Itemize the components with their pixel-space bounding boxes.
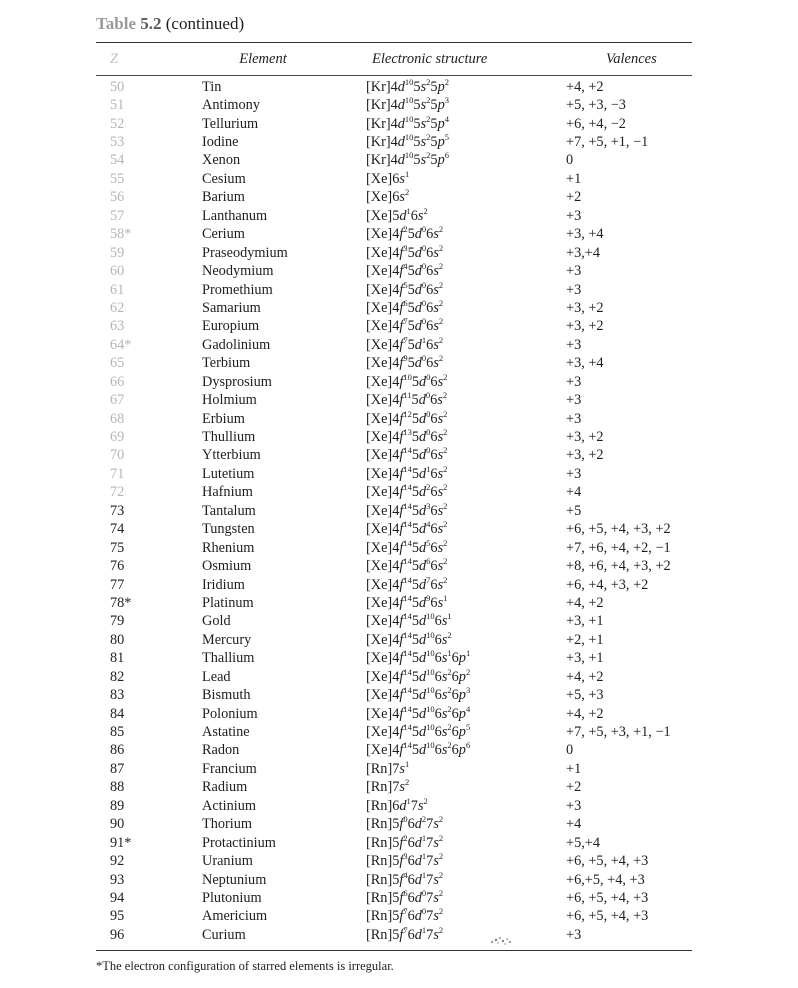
table-row — [96, 78, 692, 96]
cell-z: 54 — [110, 152, 125, 169]
cell-element: Dysprosium — [202, 373, 272, 390]
cell-structure: $[Xe]4f^{14}5d^26s^2$ — [366, 482, 448, 501]
cell-structure: $[Xe]4f^{14}5d^46s^2$ — [366, 519, 448, 538]
table-row — [96, 262, 692, 280]
table-row — [96, 705, 692, 723]
cell-element: Thullium — [202, 429, 256, 446]
cell-z: 90 — [110, 816, 125, 833]
cell-z: 75 — [110, 539, 125, 556]
table-caption — [96, 10, 692, 38]
table-row — [96, 391, 692, 409]
table-row — [96, 834, 692, 852]
cell-element: Terbium — [202, 355, 251, 372]
cell-valences: +4 — [566, 816, 582, 833]
cell-z: 81 — [110, 650, 125, 667]
cell-z: 77 — [110, 576, 125, 593]
cell-structure: $[Xe]4f^75d^06s^2$ — [366, 316, 444, 335]
table-row — [96, 226, 692, 244]
cell-valences: +6, +5, +4, +3 — [566, 889, 649, 906]
cell-valences: 0 — [566, 152, 574, 169]
cell-valences: +6,+5, +4, +3 — [566, 871, 645, 888]
table-row — [96, 871, 692, 889]
cell-element: Tellurium — [202, 115, 259, 132]
cell-z: 53 — [110, 134, 125, 151]
table-row — [96, 723, 692, 741]
cell-z: 61 — [110, 281, 125, 298]
caption-prefix: Table — [96, 14, 141, 33]
table-row — [96, 576, 692, 594]
cell-element: Rhenium — [202, 539, 255, 556]
cell-z: 52 — [110, 115, 125, 132]
cell-z: 79 — [110, 613, 125, 630]
cell-valences: +3 — [566, 392, 582, 409]
table-row — [96, 244, 692, 262]
cell-structure: $[Kr]4d^{10}5s^25p^4$ — [366, 113, 449, 132]
cell-z: 78* — [110, 594, 132, 611]
cell-element: Neodymium — [202, 263, 274, 280]
cell-structure: $[Rn]5f^06d^27s^2$ — [366, 814, 444, 833]
cell-valences: +3 — [566, 373, 582, 390]
cell-z: 71 — [110, 465, 125, 482]
cell-z: 68 — [110, 410, 125, 427]
table-row — [96, 281, 692, 299]
cell-z: 89 — [110, 797, 125, 814]
cell-valences: +3 — [566, 797, 582, 814]
table-row — [96, 189, 692, 207]
cell-element: Francium — [202, 760, 257, 777]
cell-valences: +3, +2 — [566, 318, 604, 335]
cell-structure: $[Xe]6s^1$ — [366, 169, 410, 187]
table-row — [96, 318, 692, 336]
cell-z: 84 — [110, 705, 125, 722]
cell-valences: +6, +4, −2 — [566, 115, 626, 132]
header-element: Element — [239, 50, 287, 67]
cell-element: Mercury — [202, 631, 252, 648]
cell-structure: $[Xe]4f^35d^06s^2$ — [366, 242, 444, 261]
cell-element: Thallium — [202, 650, 255, 667]
cell-valences: +3, +4 — [566, 226, 604, 243]
header-rule — [96, 75, 692, 76]
cell-element: Cesium — [202, 170, 246, 187]
cell-element: Lead — [202, 668, 231, 685]
cell-z: 93 — [110, 871, 125, 888]
cell-z: 70 — [110, 447, 125, 464]
cell-z: 50 — [110, 78, 125, 95]
cell-z: 82 — [110, 668, 125, 685]
table-row — [96, 502, 692, 520]
cell-element: Plutonium — [202, 889, 262, 906]
cell-valences: +3 — [566, 926, 582, 943]
cell-structure: $[Xe]4f^{14}5d^06s^2$ — [366, 445, 448, 464]
cell-valences: +8, +6, +4, +3, +2 — [566, 558, 671, 575]
table-row — [96, 207, 692, 225]
cell-structure: $[Xe]4f^{14}5d^66s^2$ — [366, 556, 448, 575]
cell-element: Erbium — [202, 410, 245, 427]
cell-structure: $[Xe]4f^{14}5d^96s^1$ — [366, 593, 448, 611]
table-row — [96, 686, 692, 704]
cell-structure: $[Xe]4f^{14}5d^{10}6s^26p^2$ — [366, 666, 471, 685]
cell-element: Radon — [202, 742, 240, 759]
cell-z: 59 — [110, 244, 125, 261]
cell-valences: +3 — [566, 281, 582, 298]
cell-valences: +2 — [566, 189, 582, 206]
cell-element: Hafnium — [202, 484, 253, 501]
cell-z: 85 — [110, 724, 125, 741]
cell-valences: +4, +2 — [566, 78, 604, 95]
cell-structure: $[Xe]4f^{14}5d^56s^2$ — [366, 537, 448, 556]
table-row — [96, 133, 692, 151]
cell-structure: $[Rn]5f^66d^07s^2$ — [366, 888, 444, 906]
cell-element: Gold — [202, 613, 231, 630]
cell-valences: +3, +1 — [566, 613, 604, 630]
footnote: *The electron configuration of starred elements is irregular. — [96, 958, 394, 973]
cell-structure: $[Xe]4f^95d^06s^2$ — [366, 353, 444, 372]
cell-valences: +1 — [566, 760, 582, 777]
header-structure: Electronic structure — [372, 50, 488, 67]
table-header — [96, 43, 692, 75]
table-row — [96, 668, 692, 686]
cell-z: 73 — [110, 502, 125, 519]
cell-structure: $[Xe]4f^55d^06s^2$ — [366, 279, 444, 298]
caption-suffix: (continued) — [161, 14, 245, 33]
cell-structure: $[Xe]4f^{14}5d^{10}6s^26p^5$ — [366, 722, 471, 741]
table-row — [96, 908, 692, 926]
cell-element: Bismuth — [202, 687, 251, 704]
cell-structure: $[Xe]4f^{10}5d^06s^2$ — [366, 371, 448, 390]
cell-structure: $[Xe]4f^{14}5d^{10}6s^26p^3$ — [366, 685, 471, 704]
cell-valences: +6, +4, +3, +2 — [566, 576, 649, 593]
table-row — [96, 336, 692, 354]
cell-valences: +3, +1 — [566, 650, 604, 667]
cell-element: Platinum — [202, 594, 254, 611]
cell-element: Praseodymium — [202, 244, 288, 261]
cell-element: Americium — [202, 908, 268, 925]
cell-z: 94 — [110, 889, 125, 906]
cell-valences: +4 — [566, 484, 582, 501]
cell-z: 69 — [110, 429, 125, 446]
cell-structure: $[Xe]4f^{13}5d^06s^2$ — [366, 427, 448, 446]
cell-valences: +5, +3, −3 — [566, 97, 626, 114]
cell-structure: $[Kr]4d^{10}5s^25p^2$ — [366, 76, 449, 95]
cell-valences: +6, +5, +4, +3 — [566, 908, 649, 925]
cell-valences: +6, +5, +4, +3, +2 — [566, 521, 671, 538]
table-row — [96, 594, 692, 612]
cell-structure: $[Rn]5f^46d^17s^2$ — [366, 869, 444, 888]
table-row — [96, 299, 692, 317]
cell-z: 80 — [110, 631, 125, 648]
cell-structure: $[Xe]4f^{11}5d^06s^2$ — [366, 390, 448, 409]
cell-element: Promethium — [202, 281, 273, 298]
cell-z: 58* — [110, 226, 132, 243]
cell-z: 66 — [110, 373, 125, 390]
cell-valences: +3, +2 — [566, 429, 604, 446]
table-row — [96, 889, 692, 907]
cell-structure: $[Rn]5f^76d^07s^2$ — [366, 906, 444, 925]
cell-z: 57 — [110, 207, 125, 224]
table-page — [96, 10, 692, 974]
cell-element: Lutetium — [202, 465, 255, 482]
cell-z: 56 — [110, 189, 125, 206]
cell-z: 51 — [110, 97, 125, 114]
cell-valences: +7, +5, +3, +1, −1 — [566, 724, 671, 741]
cell-z: 63 — [110, 318, 125, 335]
cell-element: Europium — [202, 318, 260, 335]
table-row — [96, 355, 692, 373]
cell-element: Barium — [202, 189, 245, 206]
table-row — [96, 742, 692, 760]
bottom-rule — [96, 950, 692, 951]
cell-valences: +4, +2 — [566, 594, 604, 611]
cell-structure: $[Xe]4f^{14}5d^{10}6s^26p^4$ — [366, 703, 471, 722]
cell-element: Xenon — [202, 152, 241, 169]
cell-element: Lanthanum — [202, 207, 268, 224]
table-row — [96, 779, 692, 797]
table-row — [96, 926, 692, 944]
cell-structure: $[Xe]4f^{12}5d^06s^2$ — [366, 408, 448, 427]
cell-z: 60 — [110, 263, 125, 280]
cell-structure: $[Xe]4f^{14}5d^{10}6s^2$ — [366, 630, 452, 648]
cell-z: 55 — [110, 170, 125, 187]
cell-z: 95 — [110, 908, 125, 925]
table-row — [96, 521, 692, 539]
table-row — [96, 797, 692, 815]
table-row — [96, 631, 692, 649]
table-row — [96, 816, 692, 834]
cell-structure: $[Xe]4f^75d^16s^2$ — [366, 335, 444, 353]
cell-structure: $[Xe]5d^16s^2$ — [366, 206, 428, 224]
cell-z: 64* — [110, 336, 132, 353]
cell-element: Tin — [202, 78, 222, 95]
ink-smudge — [488, 934, 518, 946]
table-row — [96, 760, 692, 778]
table-row — [96, 373, 692, 391]
cell-element: Neptunium — [202, 871, 267, 888]
cell-z: 86 — [110, 742, 125, 759]
cell-element: Curium — [202, 926, 246, 943]
cell-element: Tungsten — [202, 521, 255, 538]
cell-element: Radium — [202, 779, 248, 796]
cell-z: 72 — [110, 484, 125, 501]
cell-z: 67 — [110, 392, 125, 409]
table-row — [96, 484, 692, 502]
cell-element: Actinium — [202, 797, 257, 814]
cell-z: 88 — [110, 779, 125, 796]
cell-z: 96 — [110, 926, 125, 943]
cell-element: Polonium — [202, 705, 258, 722]
cell-structure: $[Xe]4f^25d^06s^2$ — [366, 224, 444, 243]
cell-valences: +4, +2 — [566, 705, 604, 722]
cell-element: Astatine — [202, 724, 250, 741]
cell-valences: +3 — [566, 410, 582, 427]
header-valences: Valences — [606, 50, 657, 67]
cell-valences: +7, +5, +1, −1 — [566, 134, 649, 151]
cell-element: Gadolinium — [202, 336, 271, 353]
cell-valences: +7, +6, +4, +2, −1 — [566, 539, 671, 556]
cell-z: 62 — [110, 299, 125, 316]
cell-valences: +5,+4 — [566, 834, 600, 851]
cell-valences: +5 — [566, 502, 582, 519]
header-z: Z — [110, 50, 119, 67]
cell-z: 91* — [110, 834, 132, 851]
cell-element: Ytterbium — [202, 447, 261, 464]
caption-number: 5.2 — [140, 14, 162, 33]
table-row — [96, 152, 692, 170]
cell-valences: +2, +1 — [566, 631, 604, 648]
cell-structure: $[Rn]5f^36d^17s^2$ — [366, 851, 444, 870]
cell-z: 92 — [110, 853, 125, 870]
cell-structure: $[Xe]6s^2$ — [366, 187, 410, 206]
table-row — [96, 465, 692, 483]
cell-valences: +3 — [566, 207, 582, 224]
cell-z: 76 — [110, 558, 125, 575]
cell-element: Samarium — [202, 299, 261, 316]
cell-structure: $[Kr]4d^{10}5s^25p^5$ — [366, 132, 449, 151]
cell-structure: $[Xe]4f^65d^06s^2$ — [366, 298, 444, 316]
cell-valences: +5, +3 — [566, 687, 604, 704]
cell-structure: $[Rn]7s^2$ — [366, 777, 410, 796]
cell-z: 65 — [110, 355, 125, 372]
cell-element: Iodine — [202, 134, 239, 151]
cell-valences: +3 — [566, 465, 582, 482]
cell-valences: 0 — [566, 742, 574, 759]
cell-structure: $[Rn]5f^76d^17s^2$ — [366, 925, 444, 943]
cell-valences: +6, +5, +4, +3 — [566, 853, 649, 870]
cell-structure: $[Kr]4d^{10}5s^25p^3$ — [366, 95, 449, 114]
cell-valences: +3, +2 — [566, 299, 604, 316]
table-row — [96, 428, 692, 446]
cell-structure: $[Xe]4f^{14}5d^16s^2$ — [366, 464, 448, 482]
cell-valences: +1 — [566, 170, 582, 187]
cell-structure: $[Xe]4f^45d^06s^2$ — [366, 261, 444, 280]
cell-valences: +3 — [566, 336, 582, 353]
table-body — [96, 78, 692, 945]
cell-element: Uranium — [202, 853, 253, 870]
cell-structure: $[Xe]4f^{14}5d^76s^2$ — [366, 574, 448, 593]
cell-element: Tantalum — [202, 502, 256, 519]
cell-structure: $[Xe]4f^{14}5d^{10}6s^16p^1$ — [366, 648, 471, 667]
cell-element: Thorium — [202, 816, 253, 833]
table-row — [96, 539, 692, 557]
cell-valences: +4, +2 — [566, 668, 604, 685]
cell-z: 83 — [110, 687, 125, 704]
cell-structure: $[Rn]7s^1$ — [366, 759, 410, 777]
table-row — [96, 96, 692, 114]
cell-valences: +3, +2 — [566, 447, 604, 464]
cell-valences: +3 — [566, 263, 582, 280]
cell-structure: $[Rn]6d^17s^2$ — [366, 796, 428, 814]
cell-element: Osmium — [202, 558, 252, 575]
table-row — [96, 650, 692, 668]
table-row — [96, 613, 692, 631]
cell-element: Cerium — [202, 226, 245, 243]
cell-valences: +3, +4 — [566, 355, 604, 372]
cell-z: 74 — [110, 521, 125, 538]
cell-element: Antimony — [202, 97, 260, 114]
cell-z: 87 — [110, 760, 125, 777]
cell-valences: +3,+4 — [566, 244, 600, 261]
table-row — [96, 410, 692, 428]
table-row — [96, 852, 692, 870]
table-row — [96, 557, 692, 575]
cell-structure: $[Xe]4f^{14}5d^{10}6s^1$ — [366, 611, 452, 630]
cell-structure: $[Xe]4f^{14}5d^{10}6s^26p^6$ — [366, 740, 471, 759]
cell-element: Holmium — [202, 392, 257, 409]
cell-valences: +2 — [566, 779, 582, 796]
cell-structure: $[Kr]4d^{10}5s^25p^6$ — [366, 150, 449, 169]
cell-element: Protactinium — [202, 834, 276, 851]
cell-structure: $[Xe]4f^{14}5d^36s^2$ — [366, 501, 448, 519]
cell-element: Iridium — [202, 576, 245, 593]
table-row — [96, 170, 692, 188]
cell-structure: $[Rn]5f^26d^17s^2$ — [366, 832, 444, 851]
table-row — [96, 115, 692, 133]
table-row — [96, 447, 692, 465]
